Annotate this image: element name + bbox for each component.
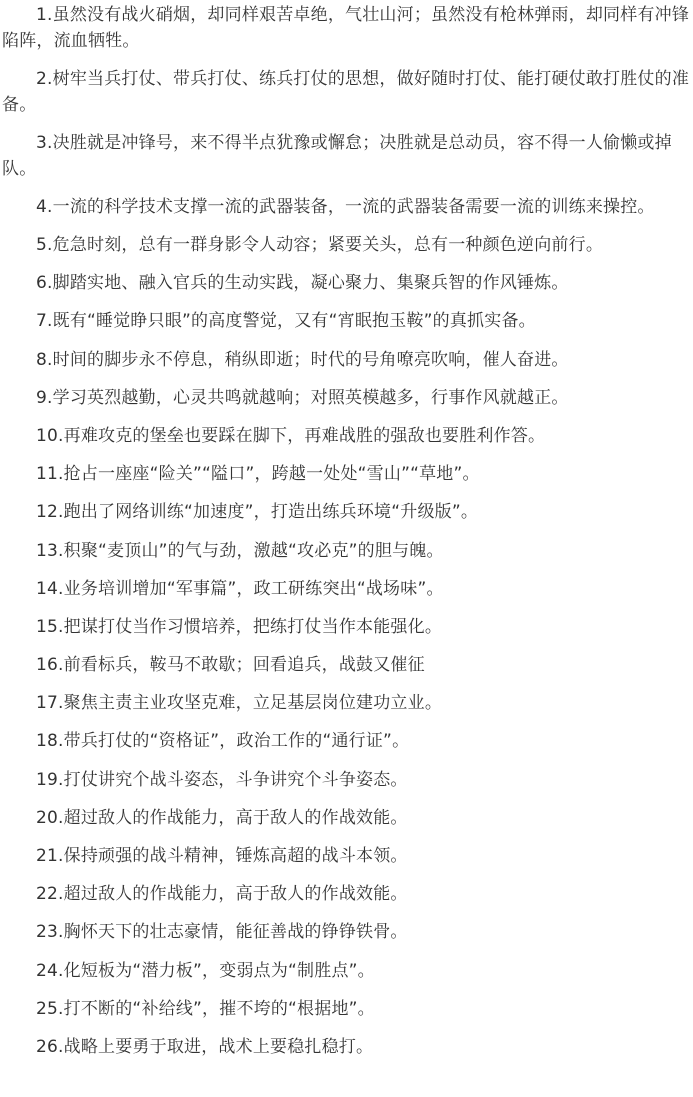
paragraph-18: 18.带兵打仗的“资格证”，政治工作的“通行证”。 xyxy=(36,731,410,752)
paragraph-17: 17.聚焦主责主业攻坚克难，立足基层岗位建功立业。 xyxy=(36,693,443,714)
paragraph-2: 2.树牢当兵打仗、带兵打仗、练兵打仗的思想，做好随时打仗、能打硬仗敢打胜仗的准备。 xyxy=(2,69,690,115)
paragraph-4: 4.一流的科学技术支撑一流的武器装备，一流的武器装备需要一流的训练来操控。 xyxy=(36,197,655,217)
paragraph-26: 26.战略上要勇于取进，战术上要稳扎稳打。 xyxy=(36,1036,374,1057)
paragraph-9: 9.学习英烈越勤，心灵共鸣就越响；对照英模越多，行事作风就越正。 xyxy=(36,387,569,408)
paragraph-25: 25.打不断的“补给线”，摧不垮的“根据地”。 xyxy=(36,998,375,1019)
paragraph-19: 19.打仗讲究个战斗姿态，斗争讲究个斗争姿态。 xyxy=(36,769,408,790)
paragraph-16: 16.前看标兵，鞍马不敢歇；回看追兵，战鼓又催征 xyxy=(36,655,425,676)
paragraph-23: 23.胸怀天下的壮志豪情，能征善战的铮铮铁骨。 xyxy=(36,922,408,943)
paragraph-10: 10.再难攻克的堡垒也要踩在脚下，再难战胜的强敌也要胜利作答。 xyxy=(36,425,546,446)
paragraph-7: 7.既有“睡觉睁只眼”的高度警觉，又有“宵眠抱玉鞍”的真抓实备。 xyxy=(36,311,536,332)
paragraph-24: 24.化短板为“潜力板”，变弱点为“制胜点”。 xyxy=(36,960,375,981)
paragraph-6: 6.脚踏实地、融入官兵的生动实践，凝心聚力、集聚兵智的作风锤炼。 xyxy=(36,273,569,294)
paragraph-14: 14.业务培训增加“军事篇”，政工研练突出“战场味”。 xyxy=(36,578,444,599)
paragraph-1: 1.虽然没有战火硝烟，却同样艰苦卓绝，气壮山河；虽然没有枪林弹雨，却同样有冲锋陷阵，流血牺牲。 xyxy=(2,5,690,51)
paragraph-15: 15.把谋打仗当作习惯培养，把练打仗当作本能强化。 xyxy=(36,616,443,637)
paragraph-8: 8.时间的脚步永不停息，稍纵即逝；时代的号角嘹亮吹响，催人奋进。 xyxy=(36,349,569,370)
article-body xyxy=(2,2,692,1072)
paragraph-12: 12.跑出了网络训练“加速度”，打造出练兵环境“升级版”。 xyxy=(36,502,479,523)
paragraph-11: 11.抢占一座座“险关”“隘口”，跨越一处处“雪山”“草地”。 xyxy=(36,464,480,485)
paragraph-5: 5.危急时刻，总有一群身影令人动容；紧要关头，总有一种颜色逆向前行。 xyxy=(36,235,604,255)
paragraph-20: 20.超过敌人的作战能力，高于敌人的作战效能。 xyxy=(36,807,408,828)
paragraph-22: 22.超过敌人的作战能力，高于敌人的作战效能。 xyxy=(36,884,408,905)
paragraph-21: 21.保持顽强的战斗精神，锤炼高超的战斗本领。 xyxy=(36,846,408,866)
paragraph-13: 13.积聚“麦顶山”的气与劲，激越“攻必克”的胆与魄。 xyxy=(36,540,444,561)
paragraph-3: 3.决胜就是冲锋号，来不得半点犹豫或懈怠；决胜就是总动员，容不得一人偷懒或掉队。 xyxy=(2,133,672,179)
